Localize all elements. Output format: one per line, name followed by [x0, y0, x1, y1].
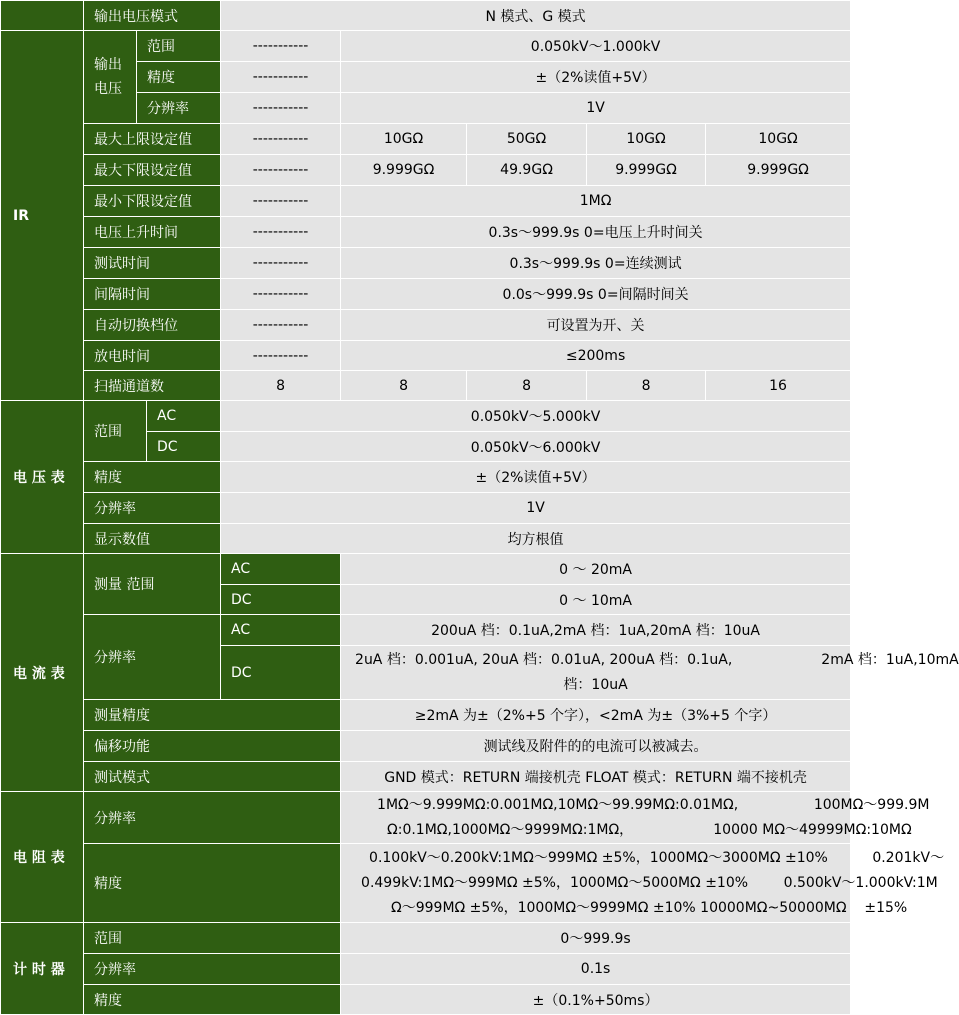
ammeter-mode-label: 测试模式 [84, 762, 341, 792]
voltmeter-accuracy-value: ±（2%读值+5V） [221, 462, 851, 493]
ammeter-range-dc-label: DC [221, 585, 341, 615]
output-mode-label: 输出电压模式 [84, 1, 221, 31]
voltmeter-dc-value: 0.050kV～6.000kV [221, 432, 851, 462]
scan-value: 16 [706, 371, 851, 401]
test-time-blank: ----------- [221, 248, 341, 279]
ohmmeter-accuracy-line3: Ω～999MΩ ±5%，1000MΩ～9999MΩ ±10% 10000MΩ~50000MΩ ±15% [391, 899, 908, 916]
ammeter-row-range-ac [1, 554, 851, 585]
ohmmeter-accuracy-line2: 0.499kV:1MΩ～999MΩ ±5%，1000MΩ～5000MΩ ±10% 0.500kV～1.000kV:1M [361, 874, 938, 891]
ammeter-offset-label: 偏移功能 [84, 731, 341, 762]
max-lower-blank: ----------- [221, 155, 341, 186]
ir-range-value: 0.050kV～1.000kV [341, 31, 851, 62]
output-mode-value: N 模式、G 模式 [221, 1, 851, 31]
voltmeter-row-ac [1, 401, 851, 432]
ir-row-range [1, 31, 851, 62]
ammeter-row-mode [1, 762, 851, 792]
header-blank [1, 1, 84, 31]
ammeter-res-dc-line2: 档：10uA [563, 676, 628, 693]
ohmmeter-accuracy-label: 精度 [84, 844, 341, 923]
min-lower-label: 最小下限设定值 [84, 186, 221, 217]
ir-resolution-blank: ----------- [221, 93, 341, 124]
max-lower-value: 49.9GΩ [467, 155, 587, 186]
interval-value: 0.0s～999.9s 0=间隔时间关 [341, 279, 851, 310]
ramp-time-value: 0.3s～999.9s 0=电压上升时间关 [341, 217, 851, 248]
timer-resolution-label: 分辨率 [84, 954, 341, 985]
max-upper-value: 50GΩ [467, 124, 587, 155]
voltmeter-row-display [1, 524, 851, 554]
auto-range-blank: ----------- [221, 310, 341, 341]
discharge-blank: ----------- [221, 341, 341, 371]
voltmeter-display-value: 均方根值 [221, 524, 851, 554]
max-lower-value: 9.999GΩ [706, 155, 851, 186]
discharge-value: ≤200ms [341, 341, 851, 371]
min-lower-value: 1MΩ [341, 186, 851, 217]
test-time-label: 测试时间 [84, 248, 221, 279]
timer-accuracy-label: 精度 [84, 985, 341, 1015]
max-upper-value: 10GΩ [341, 124, 467, 155]
timer-row-resolution [1, 954, 851, 985]
voltmeter-row-accuracy [1, 462, 851, 493]
scan-value: 8 [341, 371, 467, 401]
row-output-mode [1, 1, 851, 31]
max-upper-label: 最大上限设定值 [84, 124, 221, 155]
ir-row-auto-range [1, 310, 851, 341]
scan-value: 8 [587, 371, 706, 401]
max-upper-blank: ----------- [221, 124, 341, 155]
ohmmeter-accuracy-value [341, 844, 945, 923]
max-upper-value: 10GΩ [587, 124, 706, 155]
ir-accuracy-blank: ----------- [221, 62, 341, 93]
voltmeter-resolution-label: 分辨率 [84, 493, 221, 524]
section-ohmmeter: 电 阻 表 [1, 792, 84, 923]
timer-range-value: 0～999.9s [341, 923, 851, 954]
section-voltmeter: 电 压 表 [1, 401, 84, 554]
ammeter-range-dc-value: 0 ～ 10mA [341, 585, 851, 615]
scan-value: 8 [467, 371, 587, 401]
ammeter-mode-value: GND 模式：RETURN 端接机壳 FLOAT 模式：RETURN 端不接机壳 [341, 762, 851, 792]
ammeter-resolution-label: 分辨率 [84, 615, 221, 700]
ohmmeter-accuracy-line1: 0.100kV～0.200kV:1MΩ～999MΩ ±5%，1000MΩ～3000MΩ ±10% 0.201kV～ [369, 849, 945, 866]
ohmmeter-resolution-line1: 1MΩ～9.999MΩ:0.001MΩ,10MΩ～99.99MΩ:0.01MΩ, 100MΩ～999.9M [377, 796, 930, 813]
auto-range-value: 可设置为开、关 [341, 310, 851, 341]
ammeter-res-ac-label: AC [221, 615, 341, 646]
ammeter-res-dc-label: DC [221, 646, 341, 700]
ir-row-discharge [1, 341, 851, 371]
ir-row-max-lower [1, 155, 851, 186]
ammeter-range-ac-label: AC [221, 554, 341, 585]
max-lower-value: 9.999GΩ [587, 155, 706, 186]
ammeter-accuracy-value: ≥2mA 为±（2%+5 个字），<2mA 为±（3%+5 个字） [341, 700, 851, 731]
voltmeter-range-label: 范围 [84, 401, 147, 462]
ir-row-max-upper [1, 124, 851, 155]
ir-row-interval [1, 279, 851, 310]
scan-label: 扫描通道数 [84, 371, 221, 401]
voltmeter-row-resolution [1, 493, 851, 524]
ohmmeter-resolution-line2: Ω:0.1MΩ,1000MΩ～9999MΩ:1MΩ， 10000 MΩ～49999MΩ:10MΩ [387, 821, 912, 838]
ramp-time-label: 电压上升时间 [84, 217, 221, 248]
ammeter-offset-value: 测试线及附件的的电流可以被减去。 [341, 731, 851, 762]
ir-row-scan [1, 371, 851, 401]
section-ammeter: 电 流 表 [1, 554, 84, 792]
max-upper-value: 10GΩ [706, 124, 851, 155]
ammeter-range-ac-value: 0 ～ 20mA [341, 554, 851, 585]
ir-row-ramp-time [1, 217, 851, 248]
ammeter-accuracy-label: 测量精度 [84, 700, 341, 731]
ammeter-res-dc-line1: 2uA 档：0.001uA, 20uA 档：0.01uA, 200uA 档：0.1uA, 2mA 档：1uA,10mA [355, 651, 959, 668]
timer-row-range [1, 923, 851, 954]
ammeter-res-ac-value: 200uA 档：0.1uA,2mA 档：1uA,20mA 档：10uA [341, 615, 851, 646]
ir-accuracy-label: 精度 [137, 62, 221, 93]
ammeter-range-label: 测量 范围 [84, 554, 221, 615]
max-lower-label: 最大下限设定值 [84, 155, 221, 186]
timer-row-accuracy [1, 985, 851, 1015]
voltmeter-ac-label: AC [147, 401, 221, 432]
voltmeter-resolution-value: 1V [221, 493, 851, 524]
voltmeter-dc-label: DC [147, 432, 221, 462]
ir-row-test-time [1, 248, 851, 279]
output-voltage-label: 输出 电压 [84, 31, 137, 124]
discharge-label: 放电时间 [84, 341, 221, 371]
ohmmeter-row-resolution [1, 792, 851, 844]
timer-resolution-value: 0.1s [341, 954, 851, 985]
ir-range-blank: ----------- [221, 31, 341, 62]
interval-blank: ----------- [221, 279, 341, 310]
scan-value: 8 [221, 371, 341, 401]
ammeter-row-offset [1, 731, 851, 762]
ohmmeter-resolution-value [341, 792, 930, 844]
ir-resolution-label: 分辨率 [137, 93, 221, 124]
section-timer: 计 时 器 [1, 923, 84, 1015]
ohmmeter-resolution-label: 分辨率 [84, 792, 341, 844]
ammeter-row-res-ac [1, 615, 851, 646]
ramp-time-blank: ----------- [221, 217, 341, 248]
ir-range-label: 范围 [137, 31, 221, 62]
voltmeter-accuracy-label: 精度 [84, 462, 221, 493]
ammeter-res-dc-value [341, 646, 959, 700]
timer-range-label: 范围 [84, 923, 341, 954]
min-lower-blank: ----------- [221, 186, 341, 217]
max-lower-value: 9.999GΩ [341, 155, 467, 186]
auto-range-label: 自动切换档位 [84, 310, 221, 341]
voltmeter-display-label: 显示数值 [84, 524, 221, 554]
voltmeter-ac-value: 0.050kV～5.000kV [221, 401, 851, 432]
section-ir: IR [1, 31, 84, 401]
test-time-value: 0.3s～999.9s 0=连续测试 [341, 248, 851, 279]
timer-accuracy-value: ±（0.1%+50ms） [341, 985, 851, 1015]
ir-resolution-value: 1V [341, 93, 851, 124]
ir-accuracy-value: ±（2%读值+5V） [341, 62, 851, 93]
ohmmeter-row-accuracy [1, 844, 851, 923]
interval-label: 间隔时间 [84, 279, 221, 310]
ammeter-row-accuracy [1, 700, 851, 731]
ir-row-min-lower [1, 186, 851, 217]
